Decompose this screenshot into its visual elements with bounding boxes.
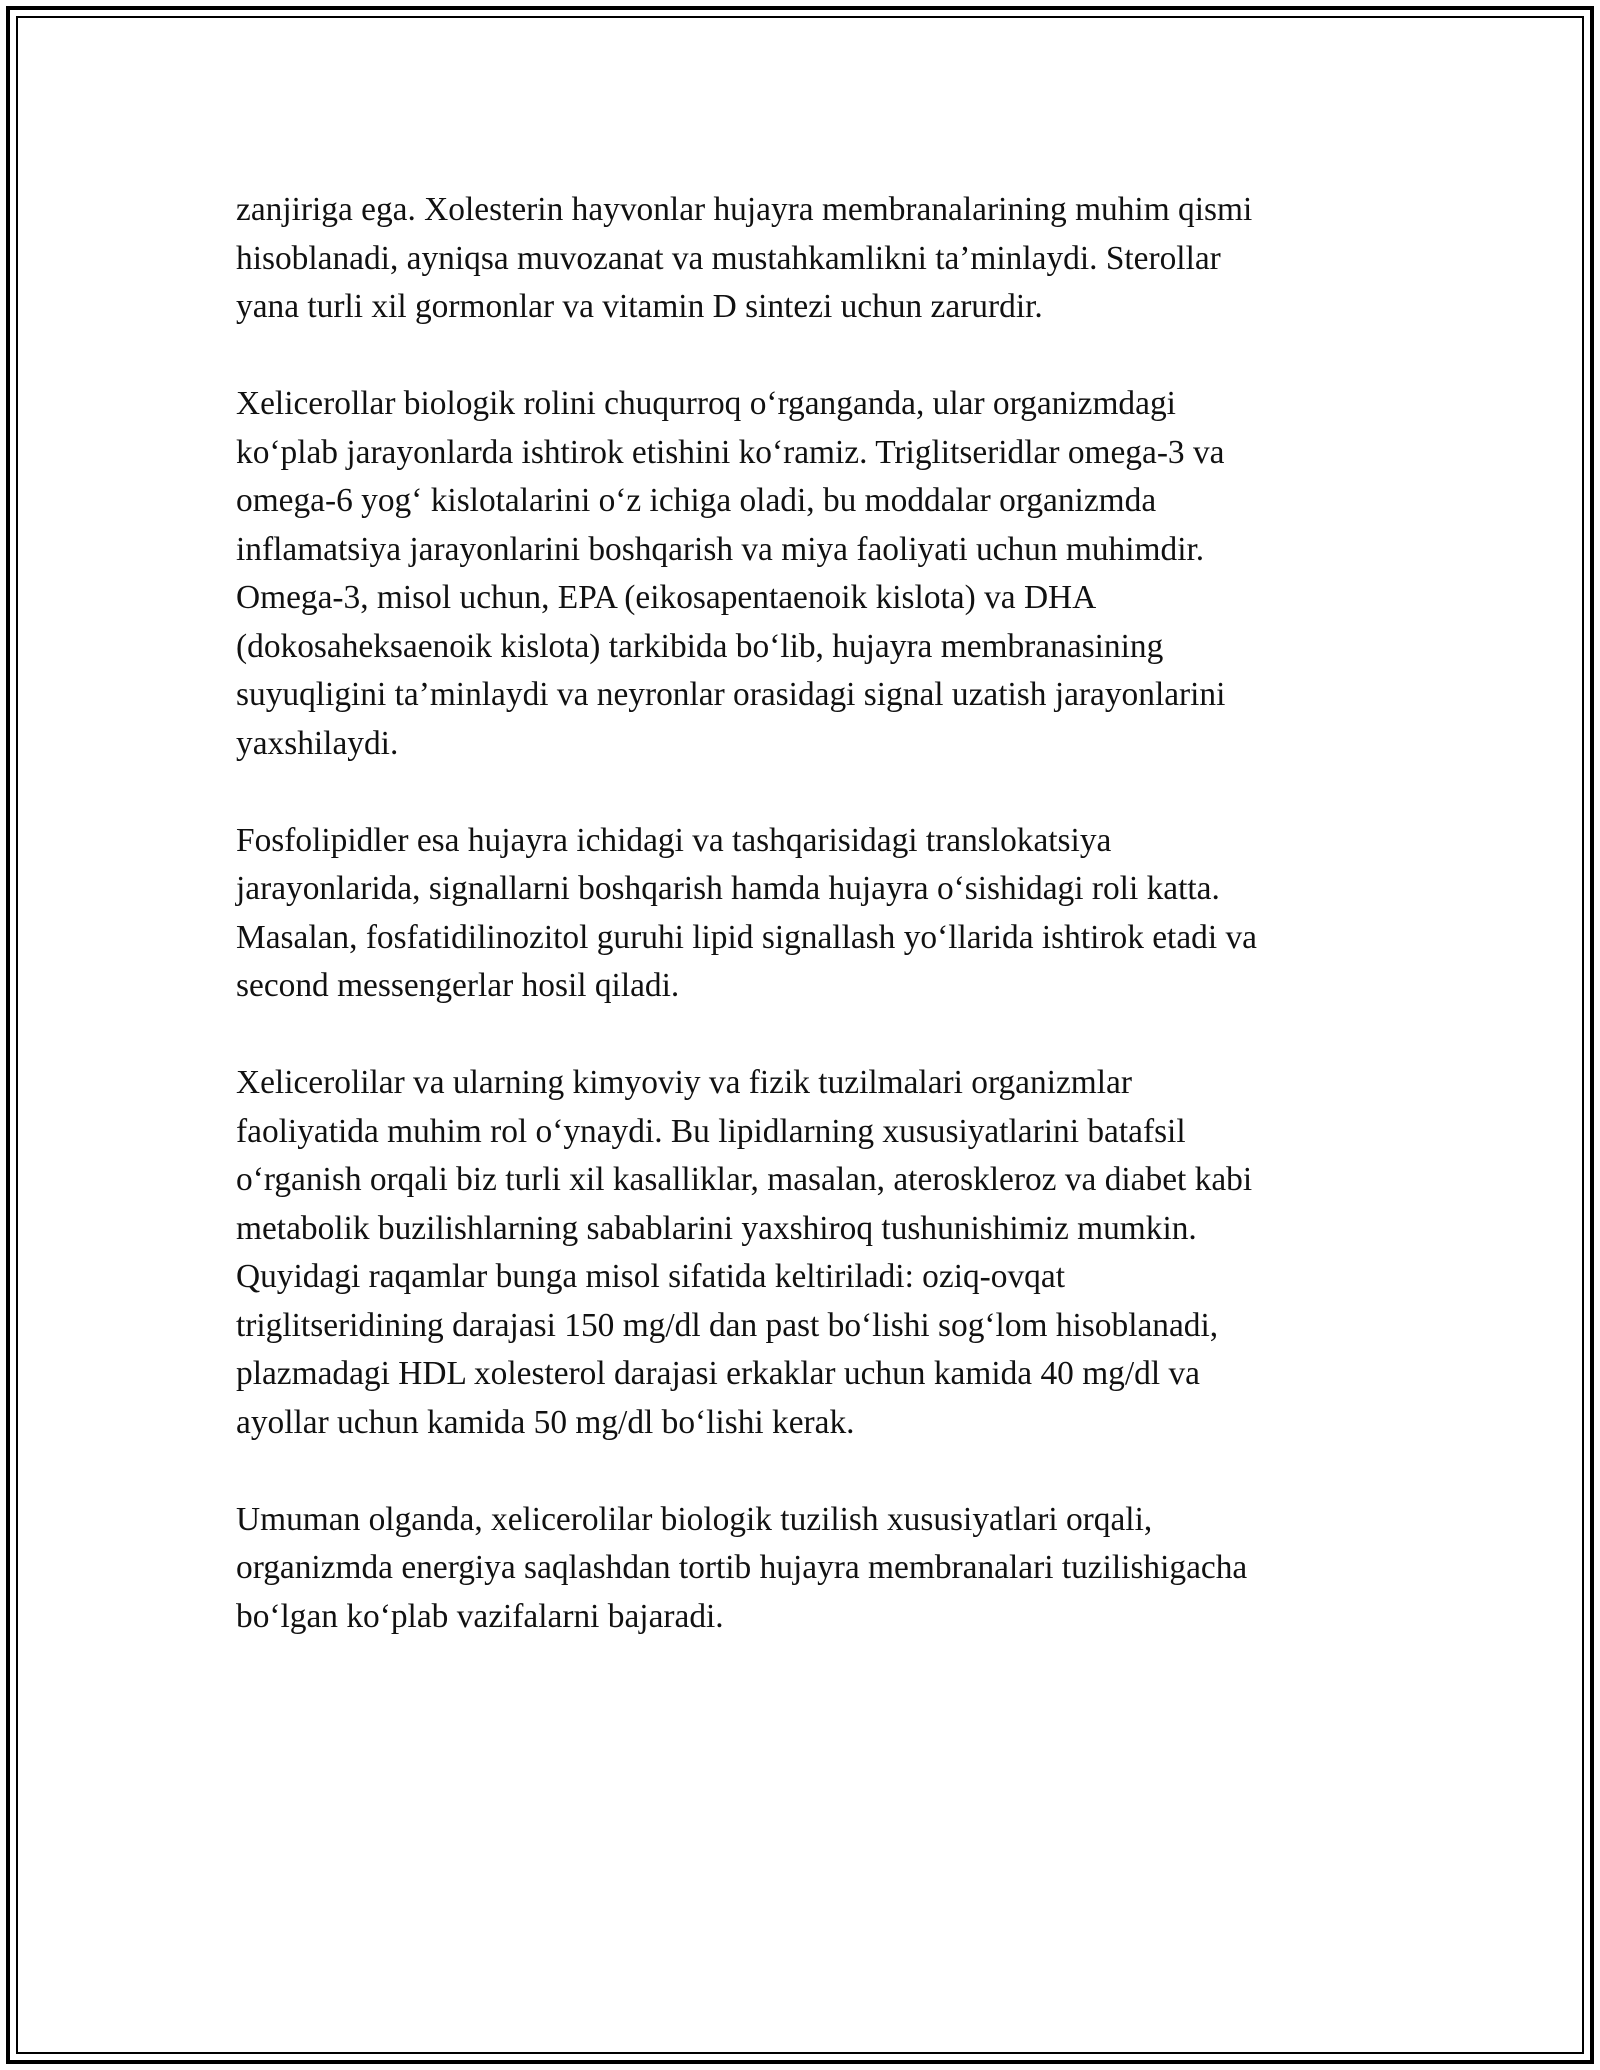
paragraph-health-values: Xelicerolilar va ularning kimyoviy va fizik tuzilmalari organizmlar faoliyatida muhim rol o‘ynaydi. Bu lipidlarning xususiyatlarini batafsil o‘rganish orqali biz turli xil kasalliklar, masalan, ateroskleroz va diabet kabi metabolik buzilishlarning sabablarini yaxshiroq tushunishimiz mumkin. Quyidagi raqamlar bunga misol sifatida keltiriladi: oziq-ovqat triglitseridining darajasi 150 mg/dl dan past bo‘lishi sog‘lom hisoblanadi, plazmadagi HDL xolesterol darajasi erkaklar uchun kamida 40 mg/dl va ayollar uchun kamida 50 mg/dl bo‘lishi kerak.	[236, 1064, 1253, 1441]
paragraph-conclusion: Umuman olganda, xelicerolilar biologik tuzilish xususiyatlari orqali, organizmda energiya saqlashdan tortib hujayra membranalari tuzilishigacha bo‘lgan ko‘plab vazifalarni bajaradi.	[236, 1500, 1248, 1635]
document-body	[236, 186, 1366, 1690]
paragraph-phospholipids: Fosfolipidler esa hujayra ichidagi va tashqarisidagi translokatsiya jarayonlarida, signallarni boshqarish hamda hujayra o‘sishidagi roli katta. Masalan, fosfatidilinozitol guruhi lipid signallash yo‘llarida ishtirok etadi va second messengerlar hosil qiladi.	[236, 821, 1257, 1004]
paragraph-glycerol-roles: Xelicerollar biologik rolini chuqurroq o‘rganganda, ular organizmdagi ko‘plab jarayonlarda ishtirok etishini ko‘ramiz. Triglitseridlar omega-3 va omega-6 yog‘ kislotalarini o‘z ichiga oladi, bu moddalar organizmda inflamatsiya jarayonlarini boshqarish va miya faoliyati uchun muhimdir. Omega-3, misol uchun, EPA (eikosapentaenoik kislota) va DHA (dokosaheksaenoik kislota) tarkibida bo‘lib, hujayra membranasining suyuqligini ta’minlaydi va neyronlar orasidagi signal uzatish jarayonlarini yaxshilaydi.	[236, 385, 1226, 762]
paragraph-sterols: zanjiriga ega. Xolesterin hayvonlar hujayra membranalarining muhim qismi hisoblanadi, ayniqsa muvozanat va mustahkamlikni ta’minlaydi. Sterollar yana turli xil gormonlar va vitamin D sintezi uchun zarurdir.	[236, 191, 1253, 325]
